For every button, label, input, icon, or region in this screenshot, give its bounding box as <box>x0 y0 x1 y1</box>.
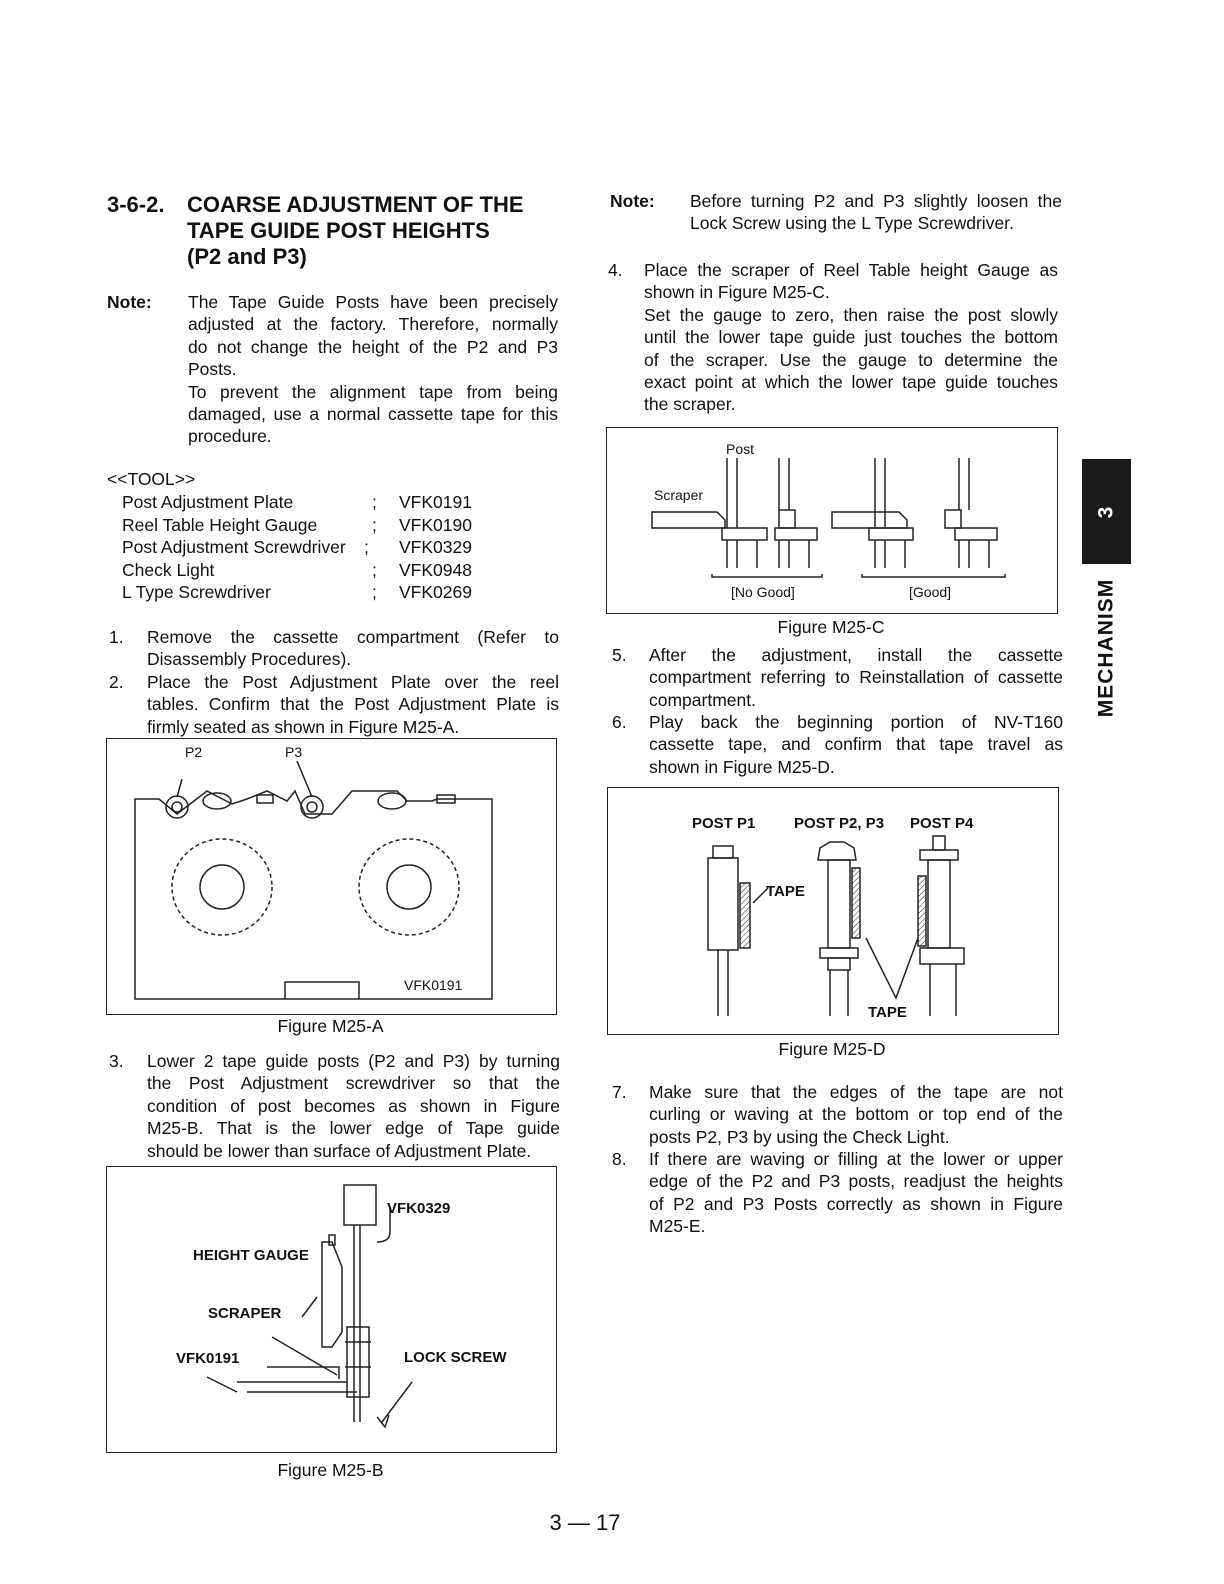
step-line: compartment. <box>649 689 756 710</box>
step-line: Disassembly Procedures). <box>147 649 352 670</box>
tool-code: VFK0269 <box>399 582 472 602</box>
step-line: until the lower tape guide just touches the bottom <box>644 327 1058 348</box>
note-label: Note: <box>610 191 655 211</box>
figure-m25c <box>606 427 1058 614</box>
step-number: 7. <box>612 1082 627 1102</box>
fig-label-plate: VFK0191 <box>404 977 463 993</box>
figure-caption: Figure M25-A <box>277 1016 384 1036</box>
figure-caption: Figure M25-D <box>778 1039 886 1059</box>
fig-label-gauge: HEIGHT GAUGE <box>193 1247 309 1264</box>
section-tab-number: 3 <box>1094 505 1118 518</box>
fig-label-lock: LOCK SCREW <box>404 1349 507 1366</box>
step-number: 2. <box>109 672 124 692</box>
note-line: Lock Screw using the L Type Screwdriver. <box>690 213 1014 234</box>
figure-m25b <box>106 1166 557 1453</box>
step-line: Place the Post Adjustment Plate over the reel <box>147 672 559 692</box>
step-line: cassette tape, and confirm that tape travel as <box>649 734 1063 755</box>
step-line: M25-E. <box>649 1216 706 1237</box>
tool-code: VFK0329 <box>399 537 472 557</box>
page-number: 3 — 17 <box>549 1510 621 1535</box>
tool-sep: ; <box>372 492 377 512</box>
step-line: Make sure that the edges of the tape are not <box>649 1082 1063 1102</box>
step-line: M25-B. That is the lower edge of Tape guide <box>147 1118 560 1139</box>
step-number: 5. <box>612 645 627 665</box>
title-line: (P2 and P3) <box>187 244 307 269</box>
figure-m25c-drawing <box>607 428 1057 613</box>
tool-header: <<TOOL>> <box>107 469 196 489</box>
step-line: firmly seated as shown in Figure M25-A. <box>147 716 460 737</box>
step-text <box>649 711 1063 778</box>
figure-m25a <box>106 738 557 1015</box>
section-title <box>187 192 524 270</box>
tool-sep: ; <box>372 582 377 602</box>
fig-label-p3: P3 <box>285 744 303 760</box>
step-text <box>147 626 559 671</box>
step-number: 4. <box>608 260 623 280</box>
step-text <box>649 644 1063 711</box>
note-line: Posts. <box>188 359 237 380</box>
step-line: After the adjustment, install the cassette <box>649 645 1063 665</box>
step-line: compartment referring to Reinstallation of cassette <box>649 667 1063 688</box>
tool-row <box>122 491 502 514</box>
figure-m25d <box>607 787 1059 1035</box>
step-line: posts P2, P3 by using the Check Light. <box>649 1126 950 1147</box>
fig-label-scraper: Scraper <box>654 487 704 503</box>
fig-label-driver: VFK0329 <box>387 1200 451 1217</box>
fig-label-plate: VFK0191 <box>176 1350 240 1367</box>
tool-name: L Type Screwdriver <box>122 582 271 602</box>
note-line: adjusted at the factory. Therefore, normally <box>188 314 558 335</box>
step-line: condition of post becomes as shown in Figure <box>147 1095 560 1116</box>
fig-label-p23: POST P2, P3 <box>794 815 885 832</box>
fig-label-post: Post <box>726 441 755 457</box>
fig-label-nogood: [No Good] <box>731 584 795 600</box>
tool-row <box>122 581 502 604</box>
step-line: Set the gauge to zero, then raise the post slowly <box>644 304 1058 325</box>
step-line: Place the scraper of Reel Table height Gauge as <box>644 260 1058 280</box>
figure-caption: Figure M25-B <box>277 1460 384 1480</box>
title-line: TAPE GUIDE POST HEIGHTS <box>187 218 490 243</box>
tool-code: VFK0190 <box>399 514 472 535</box>
note-line: do not change the height of the P2 and P3 <box>188 336 558 357</box>
tool-code: VFK0191 <box>399 492 472 512</box>
fig-label-p2: P2 <box>185 744 203 760</box>
tool-row <box>122 536 502 559</box>
fig-label-good: [Good] <box>909 584 952 600</box>
tool-name: Check Light <box>122 559 215 580</box>
note-text <box>690 190 1062 235</box>
step-number: 1. <box>109 627 124 647</box>
step-text <box>649 1148 1063 1238</box>
note-label: Note: <box>107 292 152 312</box>
step-line: the Post Adjustment screwdriver so that the <box>147 1073 560 1094</box>
step-line: Play back the beginning portion of NV-T160 <box>649 712 1063 732</box>
figure-m25b-drawing <box>107 1167 556 1452</box>
section-number: 3-6-2. <box>107 192 165 217</box>
tool-code: VFK0948 <box>399 559 472 580</box>
tool-sep: ; <box>364 537 369 557</box>
step-text <box>649 1081 1063 1148</box>
note-line: damaged, use a normal cassette tape for this <box>188 404 558 425</box>
fig-label-p1: POST P1 <box>692 815 756 832</box>
step-line: of the scraper. Use the gauge to determine the <box>644 349 1058 370</box>
figure-caption: Figure M25-C <box>777 617 885 637</box>
tool-name: Reel Table Height Gauge <box>122 514 318 535</box>
step-number: 8. <box>612 1149 627 1169</box>
note-line: procedure. <box>188 426 272 447</box>
step-line: of P2 and P3 Posts correctly as shown in Figure <box>649 1193 1063 1214</box>
step-line: should be lower than surface of Adjustment Plate. <box>147 1140 532 1161</box>
step-line: shown in Figure M25-C. <box>644 282 830 303</box>
fig-label-scraper: SCRAPER <box>208 1305 282 1322</box>
tool-name: Post Adjustment Plate <box>122 492 294 512</box>
step-line: Remove the cassette compartment (Refer to <box>147 627 559 647</box>
step-line: Lower 2 tape guide posts (P2 and P3) by turning <box>147 1051 560 1071</box>
step-line: curling or waving at the bottom or top end of the <box>649 1104 1063 1125</box>
note-line: To prevent the alignment tape from being <box>188 381 558 402</box>
note-text <box>188 291 558 448</box>
step-text <box>147 671 559 738</box>
tool-row <box>122 514 502 537</box>
tool-sep: ; <box>372 559 377 580</box>
section-tab-label-wrap <box>1082 580 1131 715</box>
fig-label-tape2: TAPE <box>868 1004 907 1021</box>
step-line: edge of the P2 and P3 posts, readjust the heights <box>649 1171 1063 1192</box>
step-text <box>644 259 1058 416</box>
fig-label-p4: POST P4 <box>910 815 974 832</box>
fig-label-tape1: TAPE <box>766 883 805 900</box>
step-line: shown in Figure M25-D. <box>649 756 835 777</box>
tool-sep: ; <box>372 514 377 535</box>
section-tab-label: MECHANISM <box>1094 578 1118 717</box>
note-line: Before turning P2 and P3 slightly loosen the <box>690 191 1062 211</box>
step-text <box>147 1050 560 1162</box>
tool-name: Post Adjustment Screwdriver <box>122 537 346 557</box>
title-line: COARSE ADJUSTMENT OF THE <box>187 192 524 217</box>
step-line: exact point at which the lower tape guide touches <box>644 372 1058 393</box>
tool-row <box>122 559 502 582</box>
figure-m25a-drawing <box>107 739 556 1014</box>
section-tab <box>1082 459 1131 564</box>
tool-list <box>122 491 502 604</box>
step-line: the scraper. <box>644 394 736 415</box>
note-line: The Tape Guide Posts have been precisely <box>188 292 558 312</box>
step-number: 3. <box>109 1051 124 1071</box>
step-number: 6. <box>612 712 627 732</box>
step-line: If there are waving or filling at the lower or upper <box>649 1149 1063 1169</box>
step-line: tables. Confirm that the Post Adjustment Plate is <box>147 694 559 715</box>
